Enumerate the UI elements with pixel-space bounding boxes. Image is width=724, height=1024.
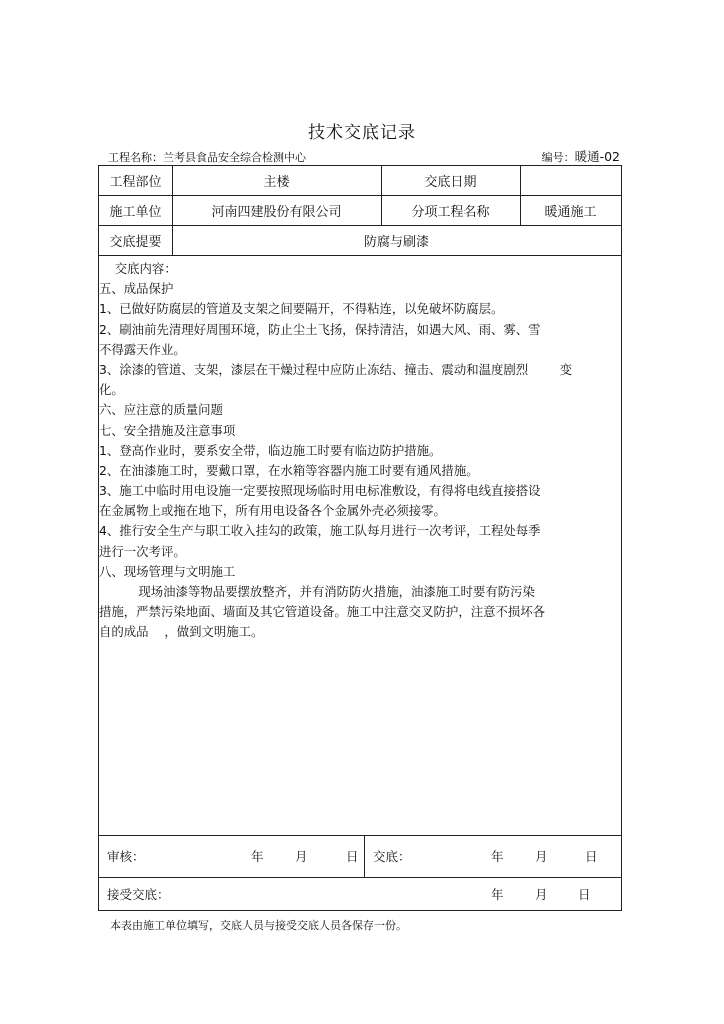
content-line: 七、安全措施及注意事项 <box>99 422 236 438</box>
handover-label: 交底： <box>373 849 411 864</box>
number-label: 编号： <box>541 151 575 164</box>
content-line: 3、涂漆的管道、支架，漆层在干燥过程中应防止冻结、撞击、震动和温度剧烈 变 <box>99 361 573 377</box>
summary-label: 交底提要 <box>109 234 162 250</box>
project-name-value: 兰考县食品安全综合检测中心 <box>163 151 306 164</box>
receiver-day: 日 <box>578 887 591 902</box>
receiver-label: 接受交底： <box>107 887 170 902</box>
content-line: 五、成品保护 <box>99 281 174 297</box>
handover-date-label: 交底日期 <box>424 175 477 190</box>
content-line: 八、现场管理与文明施工 <box>99 563 236 579</box>
content-line: 化。 <box>99 382 124 398</box>
content-line: 2、在油漆施工时，要戴口罩，在水箱等容器内施工时要有通风措施。 <box>99 462 479 478</box>
record-table <box>98 165 622 911</box>
project-part-value: 主楼 <box>263 175 290 190</box>
project-part-label: 工程部位 <box>109 175 162 190</box>
content-line: 交底内容： <box>99 261 177 276</box>
content-line: 进行一次考评。 <box>99 543 186 559</box>
construction-unit-label: 施工单位 <box>109 204 162 220</box>
content-line: 1、已做好防腐层的管道及支架之间要隔开，不得粘连，以免破坏防腐层。 <box>99 301 504 317</box>
column-divider <box>364 835 365 877</box>
content-line: 自的成品 ，做到文明施工。 <box>99 624 264 640</box>
sub-project-value: 暖通施工 <box>544 204 597 220</box>
handover-day: 日 <box>585 849 598 864</box>
handover-year: 年 <box>491 849 504 864</box>
document-title: 技术交底记录 <box>308 123 416 143</box>
content-line: 在金属物上或拖在地下，所有用电设备各个金属外壳必须接零。 <box>99 503 446 519</box>
handover-content <box>99 259 621 643</box>
project-name-label: 工程名称： <box>108 151 163 164</box>
content-line: 3、施工中临时用电设施一定要按照现场临时用电标准敷设，有得将电线直接搭设 <box>99 483 541 499</box>
sub-project-label: 分项工程名称 <box>411 204 490 220</box>
content-line: 2、刷油前先清理好周围环境，防止尘土飞扬，保持清洁，如遇大风、雨、雾、雪 <box>99 321 541 337</box>
row-divider <box>99 255 621 256</box>
footnote: 本表由施工单位填写，交底人员与接受交底人员各保存一份。 <box>110 919 407 932</box>
review-label: 审核： <box>107 849 145 864</box>
content-line: 现场油漆等物品要摆放整齐，并有消防防火措施，油漆施工时要有防污染 <box>99 584 535 599</box>
receiver-year: 年 <box>491 887 504 902</box>
handover-month: 月 <box>535 849 548 864</box>
summary-value: 防腐与刷漆 <box>363 234 429 250</box>
content-line: 不得露天作业。 <box>99 341 186 357</box>
content-line: 六、应注意的质量问题 <box>99 402 223 418</box>
construction-unit-value: 河南四建股份有限公司 <box>211 204 342 220</box>
handover-date-value <box>520 166 621 195</box>
receiver-month: 月 <box>535 887 548 902</box>
review-year: 年 <box>251 849 264 864</box>
content-line: 1、登高作业时，要系安全带，临边施工时要有临边防护措施。 <box>99 442 442 458</box>
content-line: 措施，严禁污染地面、墙面及其它管道设备。施工中注意交叉防护，注意不损坏各 <box>99 604 546 620</box>
review-month: 月 <box>295 849 308 864</box>
document-number <box>542 147 620 165</box>
project-name-line <box>108 149 306 165</box>
content-line: 4、推行安全生产与职工收入挂勾的政策，施工队每月进行一次考评，工程处每季 <box>99 523 541 539</box>
number-value: 暖通-02 <box>574 149 620 164</box>
review-day: 日 <box>346 849 359 864</box>
